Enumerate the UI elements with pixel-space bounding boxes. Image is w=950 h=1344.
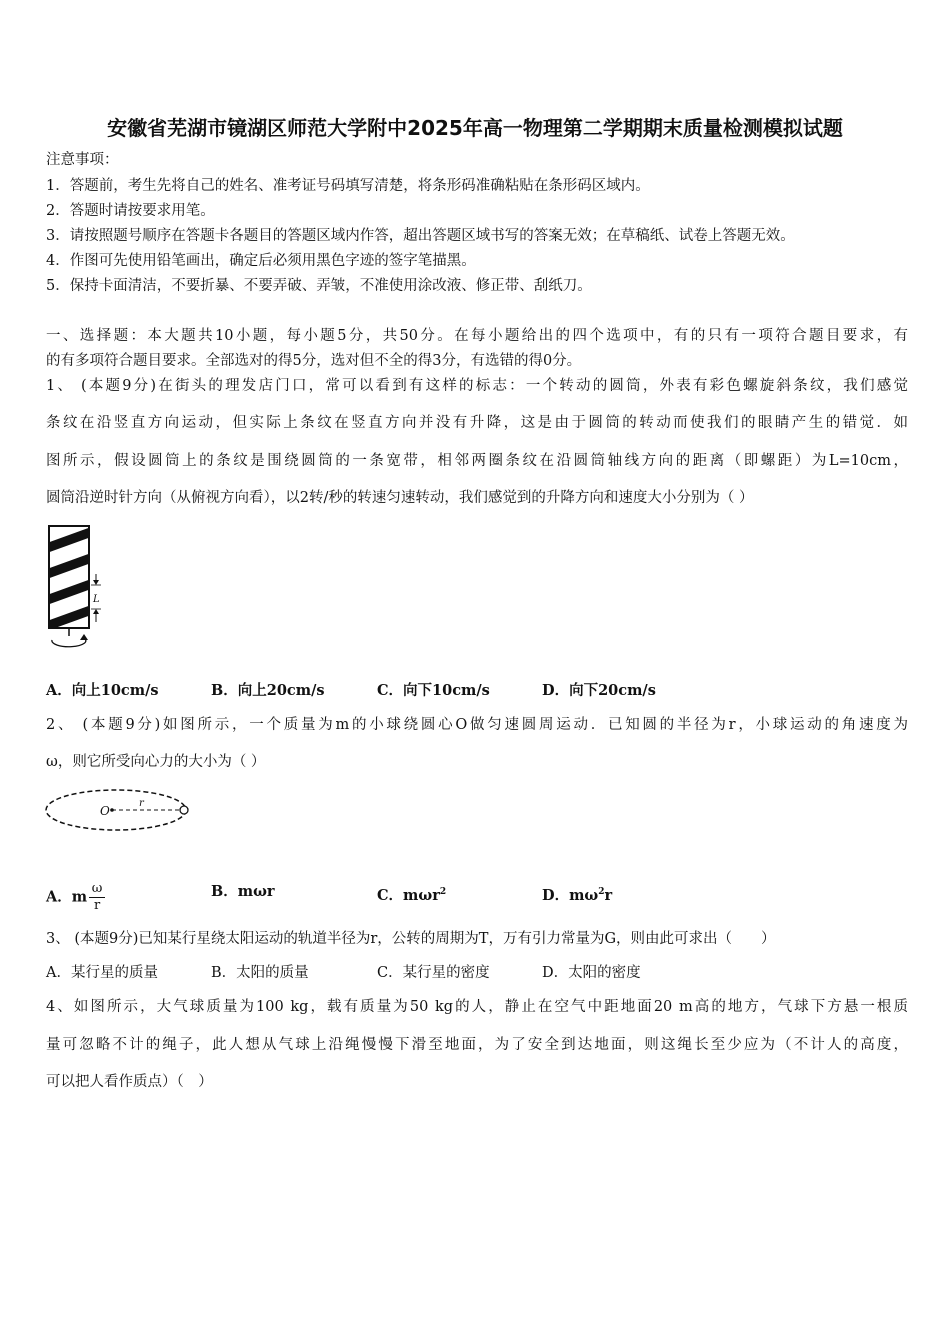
q2-option-c (377, 882, 446, 906)
q2-option-a (46, 882, 105, 913)
circular-motion-figure (44, 786, 194, 834)
q2-option-a-prefix: m (71, 888, 88, 906)
q4-line-1: 4、如图所示，大气球质量为100 kg，载有质量为50 kg的人，静止在空气中距地面20 m高的地方，气球下方悬一根质 (46, 999, 908, 1015)
q3-line: 3、 (本题9分)已知某行星绕太阳运动的轨道半径为r，公转的周期为T，万有引力常量为G，则由此可求出（ ） (46, 931, 776, 947)
q2-option-c-base: C．mωr (377, 886, 440, 904)
fraction-denominator: r (94, 898, 101, 913)
notice-item-5: 5．保持卡面清洁，不要折暴、不要弄破、弄皱，不准使用涂改液、修正带、刮纸刀。 (46, 278, 592, 294)
q1-option-c: C．向下10cm/s (377, 682, 490, 699)
q2-line-1: 2、 (本题9分)如图所示，一个质量为m的小球绕圆心O做匀速圆周运动．已知圆的半径为r，小球运动的角速度为 (46, 717, 908, 733)
q2-option-d (542, 882, 612, 906)
q2-option-d-sup: 2 (598, 887, 605, 897)
q4-line-2: 量可忽略不计的绳子，此人想从气球上沿绳慢慢下滑至地面，为了安全到达地面，则这绳长至少应为（不计人的高度， (46, 1037, 908, 1053)
q1-line-3: 图所示，假设圆筒上的条纹是围绕圆筒的一条宽带，相邻两圈条纹在沿圆筒轴线方向的距离（即螺距）为L=10cm， (46, 453, 908, 469)
q3-option-c: C．某行星的密度 (377, 965, 490, 981)
notice-item-3: 3．请按照题号顺序在答题卡各题目的答题区域内作答，超出答题区域书写的答案无效；在草稿纸、试卷上答题无效。 (46, 228, 795, 244)
q3-option-a: A．某行星的质量 (46, 965, 158, 981)
notice-item-4: 4．作图可先使用铅笔画出，确定后必须用黑色字迹的签字笔描黑。 (46, 253, 476, 269)
q2-option-d-pre: D．mω (542, 886, 599, 904)
section-intro-line-1: 一、选择题：本大题共10小题，每小题5分，共50分。在每小题给出的四个选项中，有的只有一项符合题目要求，有 (46, 328, 908, 344)
q1-option-d: D．向下20cm/s (542, 682, 656, 699)
center-label: O (100, 804, 110, 818)
q2-option-d-post: r (604, 886, 613, 904)
page-title: 安徽省芜湖市镜湖区师范大学附中2025年高一物理第二学期期末质量检测模拟试题 (107, 116, 843, 140)
q1-line-1: 1、 (本题9分)在街头的理发店门口，常可以看到有这样的标志：一个转动的圆筒，外表有彩色螺旋斜条纹，我们感觉 (46, 378, 908, 394)
notice-item-1: 1．答题前，考生先将自己的姓名、准考证号码填写清楚，将条形码准确粘贴在条形码区域内。 (46, 178, 650, 194)
q1-line-2: 条纹在沿竖直方向运动，但实际上条纹在竖直方向并没有升降，这是由于圆筒的转动而使我们的眼睛产生的错觉．如 (46, 415, 908, 431)
q1-option-b: B．向上20cm/s (211, 682, 325, 699)
q4-line-3: 可以把人看作质点）（ ） (46, 1074, 213, 1090)
q2-option-b: B．mωr (211, 883, 275, 900)
barber-pole-figure (44, 522, 108, 656)
notice-heading: 注意事项： (46, 152, 119, 168)
notice-item-2: 2．答题时请按要求用笔。 (46, 203, 215, 219)
q2-option-a-fraction (89, 882, 105, 913)
q3-option-b: B．太阳的质量 (211, 965, 309, 981)
q2-line-2: ω，则它所受向心力的大小为（ ） (46, 754, 266, 770)
q3-option-d: D．太阳的密度 (542, 965, 641, 981)
fraction-numerator: ω (91, 881, 103, 896)
radius-label: r (139, 798, 144, 809)
q2-option-a-label: A． (46, 888, 72, 906)
q2-option-c-sup: 2 (439, 887, 447, 897)
q1-option-a: A．向上10cm/s (46, 682, 159, 699)
pitch-label: L (93, 594, 100, 605)
q1-line-4: 圆筒沿逆时针方向（从俯视方向看），以2转/秒的转速匀速转动，我们感觉到的升降方向和速度大小分别为（ ） (46, 490, 754, 506)
section-intro-line-2: 的有多项符合题目要求。全部选对的得5分，选对但不全的得3分，有选错的得0分。 (46, 353, 582, 369)
